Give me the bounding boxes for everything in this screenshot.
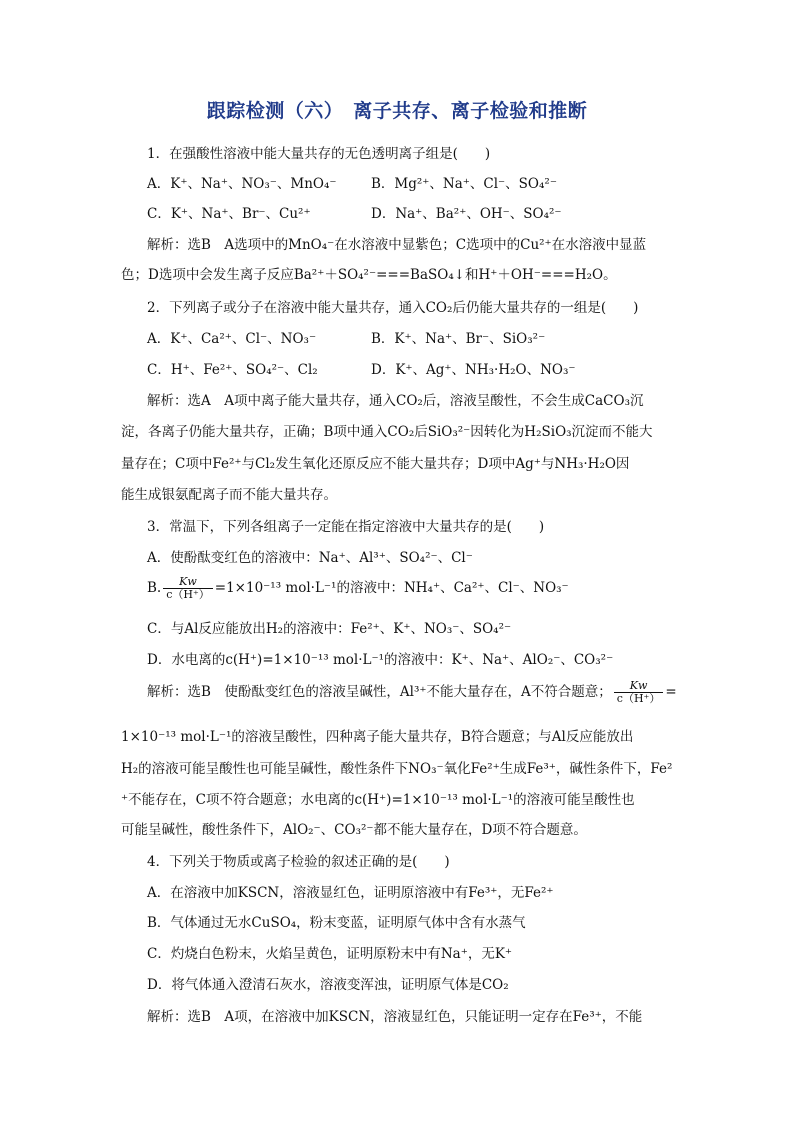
question-2-option-d: D．K⁺、Ag⁺、NH₃·H₂O、NO₃⁻ bbox=[371, 362, 576, 378]
question-3-option-c: C．与Al反应能放出H₂的溶液中：Fe²⁺、K⁺、NO₃⁻、SO₄²⁻ bbox=[147, 621, 512, 637]
question-1-option-c: C．K⁺、Na⁺、Br⁻、Cu²⁺ bbox=[147, 206, 311, 222]
answer-text-start: 解析：选B 使酚酞变红色的溶液呈碱性，Al³⁺不能大量存在，A不符合题意； bbox=[147, 684, 612, 700]
question-2-answer-line-1: 解析：选A A项中离子能大量共存，通入CO₂后，溶液呈酸性，不会生成CaCO₃沉 bbox=[147, 393, 644, 409]
question-3-option-a: A．使酚酞变红色的溶液中：Na⁺、Al³⁺、SO₄²⁻、Cl⁻ bbox=[147, 550, 473, 566]
question-4-stem: 4．下列关于物质或离子检验的叙述正确的是( ) bbox=[147, 854, 450, 870]
question-2-option-c: C．H⁺、Fe²⁺、SO₄²⁻、Cl₂ bbox=[147, 362, 318, 378]
question-3-option-d: D．水电离的c(H⁺)=1×10⁻¹³ mol·L⁻¹的溶液中：K⁺、Na⁺、AlO₂⁻、CO₃²⁻ bbox=[147, 652, 614, 668]
question-1-answer-line-2: 色；D选项中会发生离子反应Ba²⁺＋SO₄²⁻===BaSO₄↓和H⁺＋OH⁻===H₂O。 bbox=[121, 267, 617, 283]
question-2-answer-line-4: 能生成银氨配离子而不能大量共存。 bbox=[121, 487, 337, 503]
question-3-answer-line-1 bbox=[147, 680, 677, 705]
question-4-option-b: B．气体通过无水CuSO₄，粉末变蓝，证明原气体中含有水蒸气 bbox=[147, 915, 526, 931]
question-2-option-b: B．K⁺、Na⁺、Br⁻、SiO₃²⁻ bbox=[371, 331, 546, 347]
question-1-option-a: A．K⁺、Na⁺、NO₃⁻、MnO₄⁻ bbox=[147, 176, 337, 192]
question-4-option-a: A．在溶液中加KSCN，溶液显红色，证明原溶液中有Fe³⁺，无Fe²⁺ bbox=[147, 885, 554, 901]
kw-fraction-answer bbox=[614, 680, 664, 705]
question-3-option-b bbox=[147, 576, 569, 601]
question-2-stem: 2．下列离子或分子在溶液中能大量共存，通入CO₂后仍能大量共存的一组是( ) bbox=[147, 300, 639, 316]
question-1-option-b: B．Mg²⁺、Na⁺、Cl⁻、SO₄²⁻ bbox=[371, 176, 557, 192]
question-1-stem: 1．在强酸性溶液中能大量共存的无色透明离子组是( ) bbox=[147, 146, 491, 162]
question-2-option-a: A．K⁺、Ca²⁺、Cl⁻、NO₃⁻ bbox=[147, 331, 317, 347]
fraction-numerator: Kw bbox=[614, 680, 664, 693]
question-2-answer-line-2: 淀，各离子仍能大量共存，正确；B项中通入CO₂后SiO₃²⁻因转化为H₂SiO₃沉淀而不能大 bbox=[121, 424, 653, 440]
fraction-denominator: c（H⁺） bbox=[616, 692, 661, 705]
question-3-answer-line-2: 1×10⁻¹³ mol·L⁻¹的溶液呈酸性，四种离子能大量共存，B符合题意；与Al反应能放出 bbox=[121, 729, 634, 745]
fraction-numerator: Kw bbox=[163, 576, 213, 589]
option-b-label: B. bbox=[147, 580, 162, 596]
kw-fraction bbox=[163, 576, 213, 601]
question-4-option-d: D．将气体通入澄清石灰水，溶液变浑浊，证明原气体是CO₂ bbox=[147, 977, 509, 993]
page-title: 跟踪检测（六） 离子共存、离子检验和推断 bbox=[206, 100, 588, 122]
question-2-answer-line-3: 量存在；C项中Fe²⁺与Cl₂发生氧化还原反应不能大量共存；D项中Ag⁺与NH₃·H₂O因 bbox=[121, 456, 630, 472]
option-b-text: =1×10⁻¹³ mol·L⁻¹的溶液中：NH₄⁺、Ca²⁺、Cl⁻、NO₃⁻ bbox=[214, 580, 569, 596]
question-3-answer-line-3: H₂的溶液可能呈酸性也可能呈碱性，酸性条件下NO₃⁻氧化Fe²⁺生成Fe³⁺，碱性条件下，Fe² bbox=[121, 761, 673, 777]
question-1-answer-line-1: 解析：选B A选项中的MnO₄⁻在水溶液中显紫色；C选项中的Cu²⁺在水溶液中显蓝 bbox=[147, 237, 647, 253]
question-1-option-d: D．Na⁺、Ba²⁺、OH⁻、SO₄²⁻ bbox=[371, 206, 562, 222]
question-3-stem: 3．常温下，下列各组离子一定能在指定溶液中大量共存的是( ) bbox=[147, 519, 545, 535]
question-3-answer-line-5: 可能呈碱性，酸性条件下，AlO₂⁻、CO₃²⁻都不能大量存在，D项不符合题意。 bbox=[121, 822, 587, 838]
question-3-answer-line-4: ⁺不能存在，C项不符合题意；水电离的c(H⁺)=1×10⁻¹³ mol·L⁻¹的溶液可能呈酸性也 bbox=[121, 792, 635, 808]
answer-text-end: = bbox=[665, 684, 677, 700]
fraction-denominator: c（H⁺） bbox=[166, 588, 210, 601]
question-4-option-c: C．灼烧白色粉末，火焰呈黄色，证明原粉末中有Na⁺，无K⁺ bbox=[147, 946, 513, 962]
question-4-answer-line-1: 解析：选B A项，在溶液中加KSCN，溶液显红色，只能证明一定存在Fe³⁺，不能 bbox=[147, 1009, 643, 1025]
